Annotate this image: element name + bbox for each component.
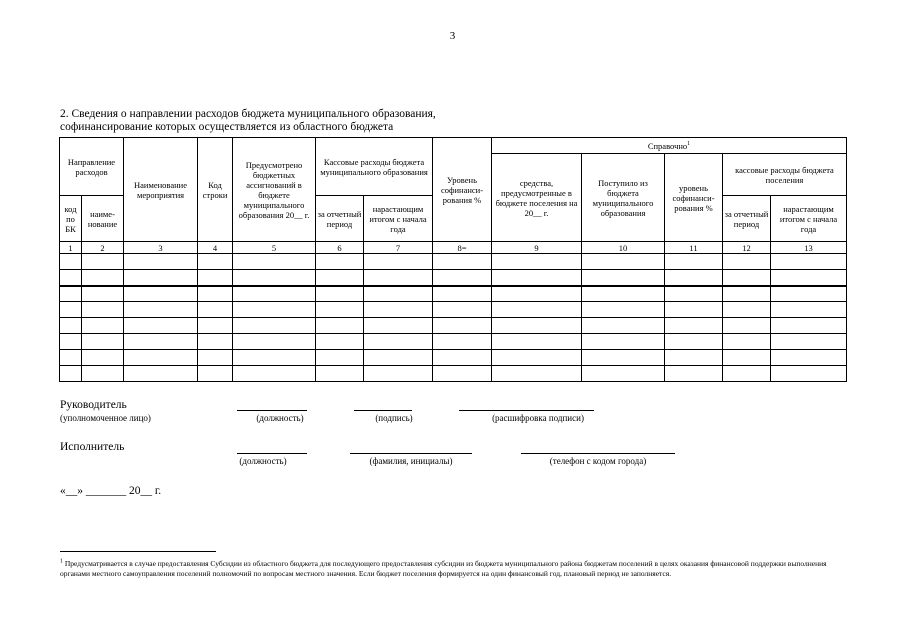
table-cell[interactable] [233, 350, 316, 366]
executor-position-caption: (должность) [239, 456, 287, 466]
table-row [60, 270, 847, 286]
table-cell[interactable] [60, 318, 82, 334]
header-code-bk: код по БК [60, 196, 82, 242]
table-cell[interactable] [771, 286, 847, 302]
table-cell[interactable] [771, 270, 847, 286]
fio-line [350, 453, 472, 454]
table-cell[interactable] [364, 286, 433, 302]
table-cell[interactable] [723, 318, 771, 334]
table-cell[interactable] [124, 254, 198, 270]
column-number: 10 [582, 242, 665, 254]
table-cell[interactable] [723, 302, 771, 318]
table-cell[interactable] [124, 350, 198, 366]
table-cell[interactable] [771, 302, 847, 318]
header-name: наиме-нование [82, 196, 124, 242]
table-cell[interactable] [198, 270, 233, 286]
table-row [60, 302, 847, 318]
footnote [60, 559, 846, 579]
table-cell[interactable] [665, 318, 723, 334]
table-cell[interactable] [60, 302, 82, 318]
table-cell[interactable] [364, 270, 433, 286]
fio-caption: (фамилия, инициалы) [369, 456, 453, 466]
table-cell[interactable] [233, 270, 316, 286]
column-number: 3 [124, 242, 198, 254]
table-cell[interactable] [233, 318, 316, 334]
date-line: «__» _______ 20__ г. [60, 485, 162, 497]
table-cell[interactable] [771, 254, 847, 270]
table-cell[interactable] [198, 350, 233, 366]
table-cell[interactable] [82, 254, 124, 270]
table-cell[interactable] [60, 286, 82, 302]
column-number: 7 [364, 242, 433, 254]
header-cofin-level: Уровень софинанси-рования % [433, 138, 492, 242]
page-number: 3 [449, 30, 456, 42]
executor-label: Исполнитель [60, 441, 125, 453]
table-cell[interactable] [492, 334, 582, 350]
table-cell[interactable] [723, 270, 771, 286]
column-number: 8= [433, 242, 492, 254]
head-sublabel: (уполномоченное лицо) [60, 413, 151, 423]
table-cell[interactable] [82, 350, 124, 366]
phone-line [521, 453, 675, 454]
table-cell[interactable] [665, 334, 723, 350]
table-cell[interactable] [582, 318, 665, 334]
column-numbers-row [60, 242, 847, 254]
table-cell[interactable] [82, 318, 124, 334]
table-cell[interactable] [316, 334, 364, 350]
table-cell[interactable] [723, 286, 771, 302]
header-reference-label: Справочно [647, 140, 688, 151]
header-direction: Направление расходов [60, 138, 124, 196]
table-cell[interactable] [364, 366, 433, 382]
table-row [60, 350, 847, 366]
table-cell[interactable] [124, 318, 198, 334]
table-cell[interactable] [60, 270, 82, 286]
table-cell[interactable] [198, 286, 233, 302]
table-cell[interactable] [665, 302, 723, 318]
column-number: 2 [82, 242, 124, 254]
table-cell[interactable] [316, 270, 364, 286]
table-cell[interactable] [316, 366, 364, 382]
signature-caption: (подпись) [375, 413, 413, 423]
header-cumulative2: нарастающим итогом с начала года [771, 196, 847, 242]
table-cell[interactable] [771, 366, 847, 382]
table-row [60, 254, 847, 270]
header-funds-planned: средства, предусмотренные в бюджете поселения на 20__ г. [492, 154, 582, 242]
table-cell[interactable] [723, 334, 771, 350]
table-cell[interactable] [492, 286, 582, 302]
header-event-name: Наименование мероприятия [124, 138, 198, 242]
header-allocated: Предусмотрено бюджетных ассигнований в бюджете муниципального образования 20__ г. [233, 138, 316, 242]
table-cell[interactable] [364, 350, 433, 366]
table-cell[interactable] [316, 302, 364, 318]
column-number: 9 [492, 242, 582, 254]
table-cell[interactable] [433, 286, 492, 302]
table-cell[interactable] [582, 350, 665, 366]
table-row [60, 334, 847, 350]
table-cell[interactable] [582, 254, 665, 270]
table-cell[interactable] [364, 334, 433, 350]
table-cell[interactable] [723, 254, 771, 270]
table-cell[interactable] [124, 286, 198, 302]
section-title [60, 108, 436, 134]
column-number: 4 [198, 242, 233, 254]
decoding-line [459, 410, 594, 411]
decoding-caption: (расшифровка подписи) [492, 413, 584, 423]
signature-line [354, 410, 412, 411]
table-cell[interactable] [82, 270, 124, 286]
table-cell[interactable] [82, 286, 124, 302]
table-cell[interactable] [82, 334, 124, 350]
table-cell[interactable] [198, 302, 233, 318]
table-cell[interactable] [316, 286, 364, 302]
header-reference-sup: 1 [687, 140, 691, 147]
table-cell[interactable] [233, 286, 316, 302]
header-for-period: за отчетный период [316, 196, 364, 242]
table-row [60, 366, 847, 382]
table-cell[interactable] [316, 350, 364, 366]
table-row [60, 318, 847, 334]
table-cell[interactable] [492, 318, 582, 334]
table-cell[interactable] [582, 286, 665, 302]
table-cell[interactable] [82, 302, 124, 318]
table-cell[interactable] [433, 254, 492, 270]
table-cell[interactable] [233, 366, 316, 382]
table-cell[interactable] [582, 270, 665, 286]
table-cell[interactable] [665, 366, 723, 382]
column-number: 11 [665, 242, 723, 254]
table-cell[interactable] [364, 254, 433, 270]
footnote-separator [60, 551, 216, 552]
footnote-text: Предусматривается в случае предоставления Субсидии из областного бюджета для последующего предоставления субсидии из бюджета муниципального района бюджетам поселений в целях оказания финансовой поддержки выполнения органами местного самоуправления поселений полномочий по вопросам местного значения. Если бюджет поселения формируется на один финансовый год, плановый период не заполняется. [60, 559, 827, 578]
header-cumulative: нарастающим итогом с начала года [364, 196, 433, 242]
table-cell[interactable] [364, 302, 433, 318]
table-cell[interactable] [124, 302, 198, 318]
column-number: 12 [723, 242, 771, 254]
table-cell[interactable] [60, 254, 82, 270]
table-cell[interactable] [198, 318, 233, 334]
table-cell[interactable] [60, 350, 82, 366]
table-cell[interactable] [124, 334, 198, 350]
column-number: 13 [771, 242, 847, 254]
phone-caption: (телефон с кодом города) [549, 456, 647, 466]
position-caption: (должность) [256, 413, 304, 423]
table-cell[interactable] [233, 302, 316, 318]
table-cell[interactable] [364, 318, 433, 334]
table-cell[interactable] [665, 254, 723, 270]
table-cell[interactable] [316, 254, 364, 270]
header-received: Поступило из бюджета муниципального образования [582, 154, 665, 242]
table-cell[interactable] [723, 366, 771, 382]
executor-position-line [237, 453, 307, 454]
table-cell[interactable] [771, 318, 847, 334]
column-number: 6 [316, 242, 364, 254]
table-cell[interactable] [124, 270, 198, 286]
table-cell[interactable] [124, 366, 198, 382]
table-cell[interactable] [433, 366, 492, 382]
table-cell[interactable] [82, 366, 124, 382]
table-cell[interactable] [582, 366, 665, 382]
table-cell[interactable] [433, 350, 492, 366]
table-cell[interactable] [60, 366, 82, 382]
table-cell[interactable] [771, 350, 847, 366]
table-cell[interactable] [433, 302, 492, 318]
table-cell[interactable] [316, 318, 364, 334]
table-cell[interactable] [492, 366, 582, 382]
table-cell[interactable] [582, 334, 665, 350]
header-for-period2: за отчетный период [723, 196, 771, 242]
table-cell[interactable] [665, 350, 723, 366]
expenses-table [59, 137, 847, 382]
table-cell[interactable] [771, 334, 847, 350]
table-cell[interactable] [433, 270, 492, 286]
header-settlement-cash: кассовые расходы бюджета поселения [723, 154, 847, 196]
section-title-line1: 2. Сведения о направлении расходов бюджета муниципального образования, [60, 108, 436, 120]
column-number: 1 [60, 242, 82, 254]
table-cell[interactable] [665, 270, 723, 286]
table-row [60, 286, 847, 302]
table-cell[interactable] [492, 270, 582, 286]
header-cofin-level2: уровень софинанси-рования % [665, 154, 723, 242]
table-cell[interactable] [433, 334, 492, 350]
table-cell[interactable] [198, 254, 233, 270]
table-cell[interactable] [198, 366, 233, 382]
position-line [237, 410, 307, 411]
section-title-line2: софинансирование которых осуществляется из областного бюджета [60, 121, 394, 133]
table-cell[interactable] [433, 318, 492, 334]
table-cell[interactable] [60, 334, 82, 350]
table-cell[interactable] [582, 302, 665, 318]
header-reference [492, 138, 847, 154]
table-cell[interactable] [492, 302, 582, 318]
header-cash-expenses: Кассовые расходы бюджета муниципального образования [316, 138, 433, 196]
column-number: 5 [233, 242, 316, 254]
footnote-mark: 1 [60, 558, 63, 565]
table-cell[interactable] [492, 254, 582, 270]
table-cell[interactable] [233, 254, 316, 270]
table-cell[interactable] [233, 334, 316, 350]
table-cell[interactable] [723, 350, 771, 366]
table-cell[interactable] [492, 350, 582, 366]
table-cell[interactable] [198, 334, 233, 350]
header-row-code: Код строки [198, 138, 233, 242]
head-label: Руководитель [60, 399, 127, 411]
table-cell[interactable] [665, 286, 723, 302]
